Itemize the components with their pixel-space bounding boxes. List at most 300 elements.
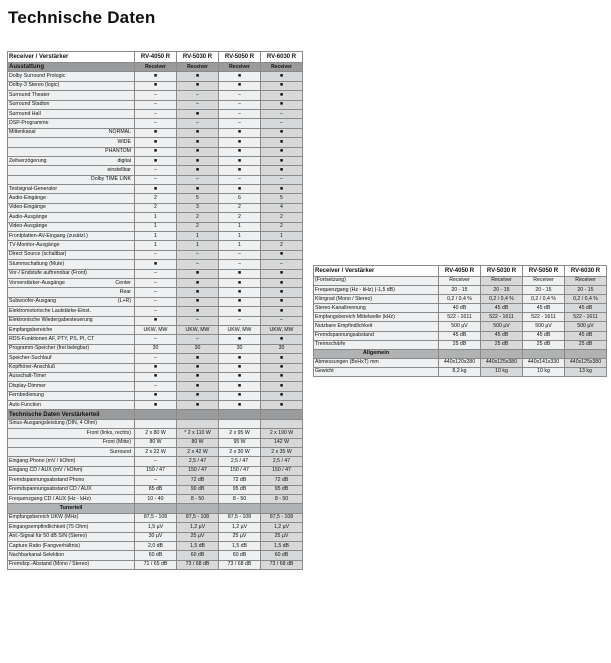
row-sublabel: NORMAL (108, 129, 131, 136)
row-label (8, 391, 135, 400)
cell-value: 150 / 47 (135, 466, 177, 475)
feature-check-icon: ■ (177, 363, 219, 372)
row-sublabel: WIDE (117, 138, 131, 145)
cell-value (177, 410, 219, 419)
row-label (8, 541, 135, 550)
table-row (8, 438, 303, 447)
cell-value: 1,5 dB (177, 541, 219, 550)
cell-value: 2 x 35 W (261, 448, 303, 457)
cell-value: – (135, 91, 177, 100)
feature-check-icon: ■ (261, 250, 303, 259)
table-row (8, 175, 303, 184)
table-row (8, 457, 303, 466)
row-label (8, 232, 135, 241)
cell-value: – (219, 175, 261, 184)
model-header: RV-5030 R (481, 266, 523, 277)
cell-value: 95 dB (219, 485, 261, 494)
cell-value: 1 (135, 232, 177, 241)
table2-header-row (314, 266, 607, 277)
row-label-text: Eingang Phono (mV / kOhm) (9, 458, 76, 464)
cell-value: 45 dB (565, 331, 607, 340)
cell-value: 1,2 µV (261, 523, 303, 532)
row-sublabel: Front (Mitte) (102, 439, 131, 446)
model-header: RV-6030 R (261, 52, 303, 63)
cell-value: 150 / 47 (219, 466, 261, 475)
table-row (8, 391, 303, 400)
cell-value: – (219, 100, 261, 109)
row-label-text: Vorverstärker-Ausgänge (9, 279, 65, 286)
cell-value: 87,5 - 108 (177, 513, 219, 522)
feature-check-icon: ■ (135, 128, 177, 137)
cell-value: 150 / 47 (261, 466, 303, 475)
row-label-text: Fremdspannungsabstand (315, 332, 374, 338)
cell-value: UKW, MW (219, 325, 261, 334)
feature-check-icon: ■ (261, 288, 303, 297)
table-row (8, 316, 303, 325)
feature-check-icon: ■ (177, 156, 219, 165)
row-label (8, 119, 135, 128)
row-label-text: Audio-Eingänge (9, 195, 46, 202)
table-row (8, 250, 303, 259)
feature-check-icon: ■ (219, 166, 261, 175)
table-row (8, 156, 303, 165)
section-header-row (314, 349, 607, 358)
cell-value: 522 - 1611 (439, 313, 481, 322)
cell-value: 30 (219, 344, 261, 353)
row-label-text: Abmessungen (BxHxT) mm (315, 359, 379, 366)
cell-value: 0,2 / 0,4 % (523, 295, 565, 304)
cell-value: 522 - 1611 (565, 313, 607, 322)
feature-check-icon: ■ (261, 128, 303, 137)
feature-check-icon: ■ (219, 354, 261, 363)
row-label-text: Audio-Ausgänge (9, 213, 48, 220)
cell-value: 440x141x330 (523, 358, 565, 367)
model-header: RV-4050 R (439, 266, 481, 277)
cell-value: – (135, 166, 177, 175)
cell-value: Receiver (481, 277, 523, 286)
table-row (8, 297, 303, 306)
cell-value: 522 - 1611 (481, 313, 523, 322)
cell-value: 30 (261, 344, 303, 353)
feature-check-icon: ■ (177, 147, 219, 156)
feature-check-icon: ■ (219, 278, 261, 287)
cell-value: 13 kg (565, 367, 607, 376)
row-label-text: Speicher-Suchlauf (9, 354, 52, 361)
row-label-text: Display-Dimmer (9, 382, 46, 389)
feature-check-icon: ■ (177, 185, 219, 194)
row-label-text: Programm-Speicher (frei belegbar) (9, 345, 90, 352)
cell-value: 40 dB (439, 304, 481, 313)
row-label (8, 278, 135, 287)
cell-value: 72 dB (219, 476, 261, 485)
row-label (8, 325, 135, 334)
cell-value: 60 dB (219, 551, 261, 560)
row-label (314, 286, 439, 295)
cell-value: – (135, 250, 177, 259)
cell-value: 45 dB (481, 331, 523, 340)
cell-value: 5 (261, 194, 303, 203)
cell-value: – (219, 260, 261, 269)
cell-value: – (261, 109, 303, 118)
cell-value: 8,2 kg (439, 367, 481, 376)
cell-value (261, 410, 303, 419)
row-label-text: Ausschalt-Timer (9, 373, 47, 380)
cell-value: 1 (261, 232, 303, 241)
cell-value: 10 kg (481, 367, 523, 376)
cell-value: 73 / 68 dB (177, 560, 219, 569)
table-row (8, 448, 303, 457)
cell-value: 1 (135, 213, 177, 222)
row-label-text: Direct Source (schaltbar) (9, 251, 67, 258)
row-label (8, 72, 135, 81)
table-row (8, 213, 303, 222)
cell-value: 95 W (219, 438, 261, 447)
table-row (8, 194, 303, 203)
feature-check-icon: ■ (135, 391, 177, 400)
table-row (8, 494, 303, 503)
cell-value: 8 - 50 (177, 494, 219, 503)
cell-value: 60 dB (135, 551, 177, 560)
cell-value (523, 349, 565, 358)
table-row (8, 372, 303, 381)
row-label-text: Empfangsbereich UKW (MHz) (9, 514, 79, 521)
feature-check-icon: ■ (261, 147, 303, 156)
cell-value: 80 W (135, 438, 177, 447)
row-label (8, 551, 135, 560)
row-label-text: Dolby-3 Stereo (logic) (9, 82, 60, 89)
feature-check-icon: ■ (261, 100, 303, 109)
table-row (8, 241, 303, 250)
cell-value: – (261, 316, 303, 325)
cell-value: 522 - 1611 (523, 313, 565, 322)
feature-check-icon: ■ (261, 307, 303, 316)
feature-check-icon: ■ (177, 307, 219, 316)
cell-value: 2 (177, 213, 219, 222)
row-label-text: DSP-Programme (9, 119, 49, 126)
row-label (314, 295, 439, 304)
feature-check-icon: ■ (177, 288, 219, 297)
cell-value (219, 504, 261, 513)
row-label (8, 372, 135, 381)
row-sublabel: Front (links, rechts) (86, 429, 131, 436)
feature-check-icon: ■ (261, 166, 303, 175)
row-label (8, 476, 135, 485)
table-row (8, 119, 303, 128)
cell-value: 2 x 42 W (177, 448, 219, 457)
row-sublabel: PHANTOM (105, 148, 131, 155)
cell-value (439, 349, 481, 358)
row-label (314, 358, 439, 367)
row-label (8, 560, 135, 569)
table-row (8, 335, 303, 344)
cell-value: 1 (177, 241, 219, 250)
feature-check-icon: ■ (219, 307, 261, 316)
cell-value: – (135, 175, 177, 184)
header-label: Receiver / Verstärker (314, 266, 439, 277)
cell-value: – (135, 269, 177, 278)
feature-check-icon: ■ (261, 297, 303, 306)
row-label-text: Surround Theater (9, 91, 50, 98)
cell-value (219, 419, 261, 428)
cell-value: Receiver (565, 277, 607, 286)
table-row (8, 541, 303, 550)
table-row (8, 354, 303, 363)
row-label (8, 128, 135, 137)
cell-value: 20 - 15 (481, 286, 523, 295)
row-label (314, 349, 439, 358)
feature-check-icon: ■ (219, 335, 261, 344)
table-row (8, 476, 303, 485)
cell-value (261, 504, 303, 513)
row-label-text: Vor-/ Endstufe auftrennbar (Front) (9, 270, 87, 277)
row-label-text: Frontplatten-AV-Eingang (zusätzl.) (9, 232, 88, 239)
cell-value: 500 µV (565, 322, 607, 331)
table-row (8, 128, 303, 137)
row-label-text: Fremdspannungsabstand CD / AUX (9, 486, 92, 493)
cell-value: 20 - 15 (439, 286, 481, 295)
row-label-text: Elektronische Wiedergabesteuerung (9, 317, 93, 324)
cell-value: 5 (177, 194, 219, 203)
feature-check-icon: ■ (135, 147, 177, 156)
feature-check-icon: ■ (261, 278, 303, 287)
cell-value: Receiver (219, 63, 261, 72)
row-label (8, 269, 135, 278)
feature-check-icon: ■ (261, 401, 303, 410)
row-label-text: Frequenzgang (Hz - kHz) (-1,5 dB) (315, 286, 395, 293)
cell-value: 87,5 - 108 (135, 513, 177, 522)
cell-value: 87,5 - 108 (261, 513, 303, 522)
table-row (8, 551, 303, 560)
feature-check-icon: ■ (219, 382, 261, 391)
row-label (8, 494, 135, 503)
row-label-text: Kopfhörer-Anschluß (9, 364, 56, 371)
feature-check-icon: ■ (261, 382, 303, 391)
cell-value (135, 419, 177, 428)
row-label (8, 203, 135, 212)
cell-value: 8 - 50 (261, 494, 303, 503)
row-label-text: Auto Function (9, 401, 42, 408)
row-label-text: Fremdsp.-Abstand (Mono / Stereo) (9, 561, 90, 568)
table-row (8, 485, 303, 494)
feature-check-icon: ■ (261, 138, 303, 147)
row-label (8, 532, 135, 541)
row-label-text: TV-Monitor-Ausgänge (9, 242, 60, 249)
cell-value: 150 / 47 (177, 466, 219, 475)
row-label-text: Fremdspannungsabstand Phono (9, 476, 85, 483)
row-label (8, 175, 135, 184)
cell-value: 4 (261, 203, 303, 212)
cell-value: 45 dB (439, 331, 481, 340)
feature-check-icon: ■ (177, 72, 219, 81)
section-header-row (8, 504, 303, 513)
table-row (8, 72, 303, 81)
cell-value: 60 dB (261, 551, 303, 560)
table-row (314, 277, 607, 286)
table-row (8, 344, 303, 353)
cell-value: 10 kg (523, 367, 565, 376)
row-label-text: Gewicht (315, 368, 334, 375)
row-label-text: Eingang CD / AUX (mV / kOhm) (9, 467, 83, 474)
row-label (8, 138, 135, 147)
cell-value: 25 dB (565, 340, 607, 349)
feature-check-icon: ■ (219, 391, 261, 400)
cell-value: 25 dB (523, 340, 565, 349)
row-label (8, 100, 135, 109)
cell-value: – (177, 250, 219, 259)
row-label (8, 448, 135, 457)
table-row (8, 382, 303, 391)
cell-value: – (135, 100, 177, 109)
row-sublabel: Center (115, 279, 131, 286)
cell-value: 80 W (177, 438, 219, 447)
feature-check-icon: ■ (177, 401, 219, 410)
cell-value: 1 (135, 222, 177, 231)
cell-value: 2 x 95 W (219, 429, 261, 438)
cell-value: – (177, 91, 219, 100)
feature-check-icon: ■ (219, 372, 261, 381)
cell-value: 6 (219, 194, 261, 203)
feature-check-icon: ■ (177, 166, 219, 175)
cell-value: 2 (135, 194, 177, 203)
feature-check-icon: ■ (177, 128, 219, 137)
cell-value: 0,2 / 0,4 % (565, 295, 607, 304)
cell-value: – (219, 109, 261, 118)
cell-value: 1,2 µV (177, 523, 219, 532)
table-row (8, 401, 303, 410)
row-label (314, 277, 439, 286)
feature-check-icon: ■ (261, 335, 303, 344)
feature-check-icon: ■ (135, 260, 177, 269)
cell-value: 440x120x280 (439, 358, 481, 367)
row-label (8, 401, 135, 410)
feature-check-icon: ■ (219, 401, 261, 410)
model-header: RV-5050 R (523, 266, 565, 277)
cell-value: 1 (219, 241, 261, 250)
cell-value: 0,2 / 0,4 % (439, 295, 481, 304)
table-row (314, 304, 607, 313)
row-label (8, 466, 135, 475)
feature-check-icon: ■ (261, 72, 303, 81)
cell-value: 0,2 / 0,4 % (481, 295, 523, 304)
cell-value: 20 - 15 (523, 286, 565, 295)
row-label (314, 313, 439, 322)
feature-check-icon: ■ (177, 354, 219, 363)
feature-check-icon: ■ (135, 81, 177, 90)
table-row (8, 307, 303, 316)
cell-value (177, 504, 219, 513)
row-label-text: Testsignal-Generator (9, 185, 58, 192)
cell-value: 25 µV (219, 532, 261, 541)
cell-value: 45 dB (523, 304, 565, 313)
cell-value (135, 504, 177, 513)
row-label (314, 340, 439, 349)
cell-value: 60 dB (177, 551, 219, 560)
row-sublabel: einstellbar (107, 166, 131, 173)
cell-value: 85 dB (135, 485, 177, 494)
row-label (8, 297, 135, 306)
table-row (8, 532, 303, 541)
cell-value: 2 (177, 222, 219, 231)
spec-table-main (7, 51, 303, 570)
row-sublabel: Dolby TIME LINK (91, 176, 131, 183)
feature-check-icon: ■ (261, 91, 303, 100)
row-label (8, 147, 135, 156)
feature-check-icon: ■ (177, 278, 219, 287)
row-label-text: Ant.-Signal für 50 dB S/N (Stereo) (9, 533, 88, 540)
cell-value: – (219, 119, 261, 128)
row-label (314, 367, 439, 376)
cell-value: 440x125x380 (565, 358, 607, 367)
table-row (8, 222, 303, 231)
row-label-text: Klirrgrad (Mono / Stereo) (315, 295, 373, 302)
feature-check-icon: ■ (219, 297, 261, 306)
row-label-text: Technische Daten Verstärkerteil (9, 411, 100, 418)
feature-check-icon: ■ (177, 81, 219, 90)
cell-value: – (261, 119, 303, 128)
row-label-text: Tunerteil (59, 504, 83, 511)
table-row (314, 295, 607, 304)
row-label (8, 260, 135, 269)
cell-value: 95 dB (261, 485, 303, 494)
row-label-text: Mittenkanal (9, 129, 36, 136)
feature-check-icon: ■ (135, 72, 177, 81)
feature-check-icon: ■ (219, 138, 261, 147)
table1-header-row (8, 52, 303, 63)
cell-value: – (135, 288, 177, 297)
feature-check-icon: ■ (261, 185, 303, 194)
feature-check-icon: ■ (135, 372, 177, 381)
cell-value: 500 µV (439, 322, 481, 331)
row-label-text: Stummschaltung (Mute) (9, 260, 65, 267)
cell-value: 1 (177, 232, 219, 241)
row-label-text: RDS-Funktionen AF, PTY, PS, PI, CT (9, 335, 95, 342)
section-header-row (8, 410, 303, 419)
cell-value: – (219, 91, 261, 100)
cell-value (481, 349, 523, 358)
table-row (8, 560, 303, 569)
row-label (8, 429, 135, 438)
row-label (8, 250, 135, 259)
cell-value: – (135, 354, 177, 363)
cell-value: 30 (135, 344, 177, 353)
table-row (8, 232, 303, 241)
table-row (8, 100, 303, 109)
cell-value: 2,5 / 47 (261, 457, 303, 466)
table-row (314, 331, 607, 340)
cell-value: 2,5 / 47 (177, 457, 219, 466)
table-row (8, 278, 303, 287)
table-row (8, 363, 303, 372)
table-row (8, 185, 303, 194)
cell-value: Receiver (523, 277, 565, 286)
cell-value (135, 410, 177, 419)
row-label-text: Allgemein (362, 350, 390, 357)
cell-value: 73 / 68 dB (261, 560, 303, 569)
row-label (8, 457, 135, 466)
row-label-text: Nachbarkanal-Selektion (9, 551, 65, 558)
table-row (8, 325, 303, 334)
feature-check-icon: ■ (219, 147, 261, 156)
cell-value: UKW, MW (135, 325, 177, 334)
table-row (8, 466, 303, 475)
feature-check-icon: ■ (135, 401, 177, 410)
row-label (8, 523, 135, 532)
row-label (8, 185, 135, 194)
row-label (8, 222, 135, 231)
cell-value: – (135, 278, 177, 287)
cell-value: 1 (219, 232, 261, 241)
cell-value: – (261, 260, 303, 269)
